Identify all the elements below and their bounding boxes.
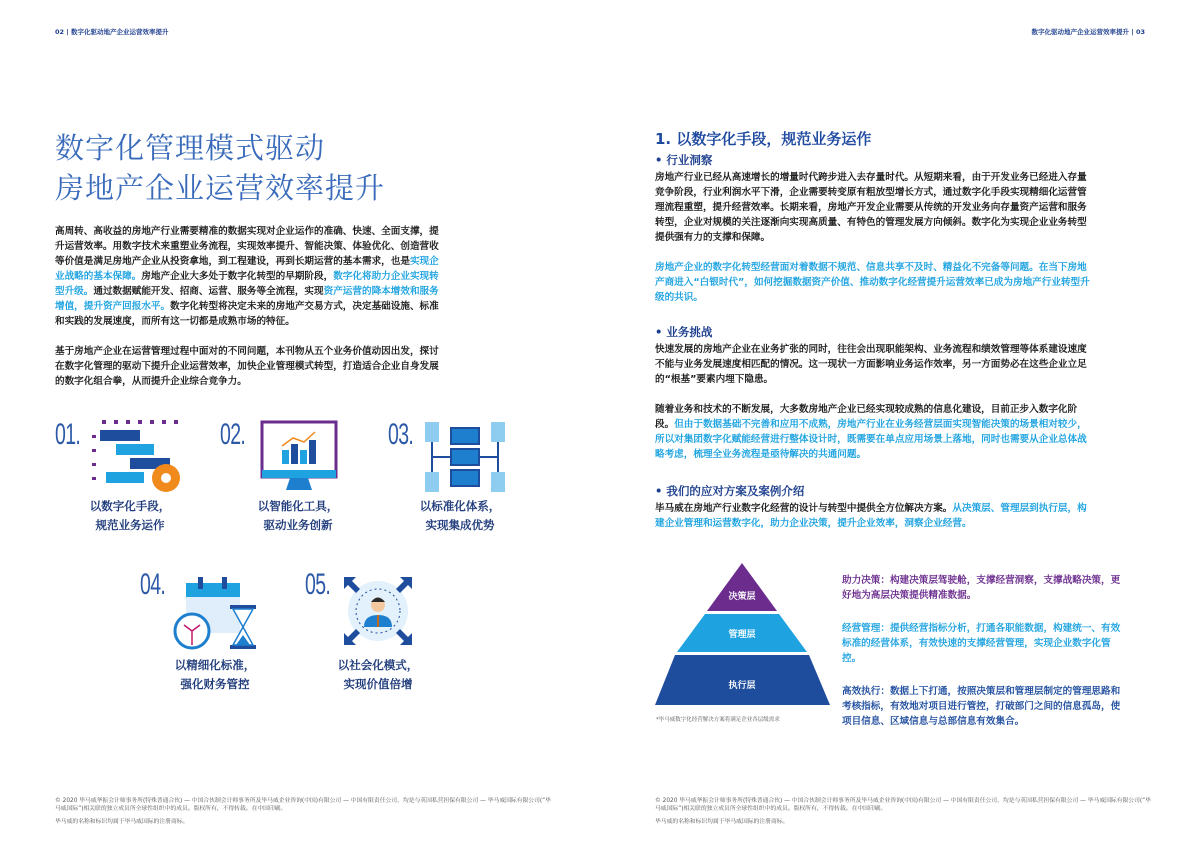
highlighted-text: 数字化将助力企业实现转型升级。	[55, 271, 439, 297]
pyramid-descriptions	[842, 573, 1122, 729]
pillar-number: 04.	[140, 568, 166, 601]
calendar-clock-hourglass-icon	[172, 575, 262, 650]
pyramid-bottom-layer	[655, 655, 830, 705]
highlighted-text: 实现企业战略的基本保障。	[55, 256, 439, 282]
intro-text	[55, 224, 443, 404]
trademark-text: 毕马威的名称和标识均属于毕马威国际的注册商标。	[655, 819, 789, 825]
pillar-label-2: 以智能化工具， 驱动业务创新	[257, 499, 339, 532]
trademark-text: 毕马威的名称和标识均属于毕马威国际的注册商标。	[55, 819, 189, 825]
section-title: 1. 以数字化手段，规范业务运作	[655, 130, 872, 148]
pillar-label-1: 以数字化手段， 规范业务运作	[89, 499, 171, 532]
right-page-header: 数字化驱动地产企业运营效率提升 | 03	[1031, 28, 1145, 36]
pillar-label-3: 以标准化体系， 实现集成优势	[419, 499, 501, 532]
subheading-business-challenge: • 业务挑战	[655, 325, 713, 339]
body-text: 数字化转型将决定未来的房地产交易方式，决定基础设施、标准和实践的发展速度，而所有这一切都是成熟市场的特征。	[55, 301, 439, 327]
pillar-number: 05.	[305, 568, 331, 601]
pillar-label-4: 以精细化标准， 强化财务管控	[174, 658, 256, 691]
pyramid-desc-management: 经营管理：提供经营指标分析，打通各职能数据，构建统一、有效标准的经营体系，有效快速的支撑经营管理，实现企业数字化管控。	[842, 623, 1121, 664]
right-footer	[655, 797, 1155, 826]
page-title	[55, 128, 385, 208]
paragraph: 随着业务和技术的不断发展，大多数房地产企业已经实现较成熟的信息化建设，目前正步入数字化阶段。但由于数据基础不完善和应用不成熟，房地产行业在业务经营层面实现智能决策的场景相对较少，所以对集团数字化赋能经营进行整体设计时，既需要在单点应用场景上落地，同时也需要从企业总体战略考虑，梳理全业务流程是亟待解决的共通问题。	[655, 404, 1087, 460]
title-line-2: 房地产企业运营效率提升	[55, 171, 386, 205]
pyramid-diagram	[655, 563, 830, 713]
server-network-icon	[425, 420, 505, 495]
pyramid-label-top: 决策层	[728, 592, 756, 602]
monitor-chart-icon	[260, 420, 340, 495]
right-body	[655, 153, 1093, 546]
subheading-industry-insight: • 行业洞察	[655, 153, 713, 167]
pyramid-label-mid: 管理层	[728, 630, 756, 640]
paragraph: 毕马威在房地产行业数字化经营的设计与转型中提供全方位解决方案。从决策层、管理层到执行层，构建企业管理和运营数字化，助力企业决策，提升企业效率，洞察企业经营。	[655, 503, 1087, 529]
intro-paragraph-1	[55, 224, 443, 329]
paragraph: 房地产行业已经从高速增长的增量时代跨步进入去存量时代。从短期来看，由于开发业务已经进入存量竞争阶段，行业利润水平下滑，企业需要转变原有粗放型增长方式，通过数字化手段实现精细化运营管理流程重塑，提升经营效率。长期来看，房地产开发企业需要从传统的开发业务向存量资产运营和服务转型，企业对规模的关注逐渐向实现高质量、有特色的管理发展方向倾斜。数字化为实现企业业务转型提供强有力的支撑和保障。	[655, 172, 1087, 243]
pyramid-top-layer	[707, 563, 777, 611]
pyramid-desc-decision: 助力决策：构建决策层驾驶舱，支撑经营洞察，支撑战略决策，更好地为高层决策提供精准数据。	[842, 575, 1121, 601]
body-text: 房地产企业大多处于数字化转型的早期阶段，	[141, 271, 334, 282]
pillar-number: 01.	[55, 418, 81, 451]
copyright-text: © 2020 毕马威华振会计师事务所(特殊普通合伙) — 中国合伙制会计师事务所及毕马威企业咨询(中国)有限公司 — 中国有限责任公司，均是与英国私营担保有限公司 — 毕马威国际有限公司(“毕马威国际”)相关联的独立成员所全球性组织中的成员。版权所有，不得转载。在中国印刷。	[55, 798, 551, 812]
intro-paragraph-2: 基于房地产企业在运营管理过程中面对的不同问题，本刊物从五个业务价值动因出发，探讨在数字化管理的驱动下提升企业运营效率，加快企业管理模式转型，打造适合企业自身发展的数字化组合拳，从而提升企业综合竞争力。	[55, 346, 439, 387]
body-text: 高周转、高收益的房地产行业需要精准的数据实现对企业运作的准确、快速、全面支撑，提升运营效率。用数字技术来重塑业务流程，实现效率提升、智能决策、体验优化、创造营收等价值是满足房地产企业从投资拿地，到工程建设，再到长期运营的基本需求，也是	[55, 226, 439, 267]
highlight-paragraph: 房地产企业的数字化转型经营面对着数据不规范、信息共享不及时、精益化不完备等问题。在当下房地产商进入“白银时代”，如何挖掘数据资产价值、推动数字化经营提升运营效率已成为房地产行业转型升级的共识。	[655, 262, 1090, 303]
left-footer	[55, 797, 555, 826]
pyramid-caption: *毕马威数字化经营解决方案将满足企业各层级需求	[656, 717, 780, 723]
pillar-number: 02.	[220, 418, 246, 451]
body-text: 通过数据赋能开发、招商、运营、服务等全流程，实现	[93, 286, 324, 297]
pyramid-label-bottom: 执行层	[728, 681, 756, 691]
highlighted-text: 资产运营的降本增效和服务增值，提升资产回报水平。	[55, 286, 439, 312]
left-page-header: 02 | 数字化驱动地产企业运营效率提升	[55, 28, 169, 36]
title-line-1: 数字化管理模式驱动	[55, 131, 326, 165]
subheading-solutions: • 我们的应对方案及案例介绍	[655, 484, 805, 498]
paragraph: 快速发展的房地产企业在业务扩张的同时，往往会出现职能架构、业务流程和绩效管理等体系建设速度不能与业务发展速度相匹配的情况。这一现状一方面影响业务运作效率，另一方面势必在这些企业立足的“根基”要素内埋下隐患。	[655, 344, 1087, 385]
pyramid-desc-execution: 高效执行：数据上下打通，按照决策层和管理层制定的管理思路和考核指标，有效地对项目进行管控，打破部门之间的信息孤岛，使项目信息、区域信息与总部信息有效集合。	[842, 686, 1121, 727]
gantt-gear-icon	[90, 418, 185, 498]
person-arrows-icon	[342, 575, 414, 647]
copyright-text: © 2020 毕马威华振会计师事务所(特殊普通合伙) — 中国合伙制会计师事务所及毕马威企业咨询(中国)有限公司 — 中国有限责任公司，均是与英国私营担保有限公司 — 毕马威国际有限公司(“毕马威国际”)相关联的独立成员所全球性组织中的成员。版权所有，不得转载。在中国印刷。	[655, 798, 1151, 812]
pillar-label-5: 以社会化模式， 实现价值倍增	[337, 658, 419, 691]
pillar-number: 03.	[388, 418, 414, 451]
